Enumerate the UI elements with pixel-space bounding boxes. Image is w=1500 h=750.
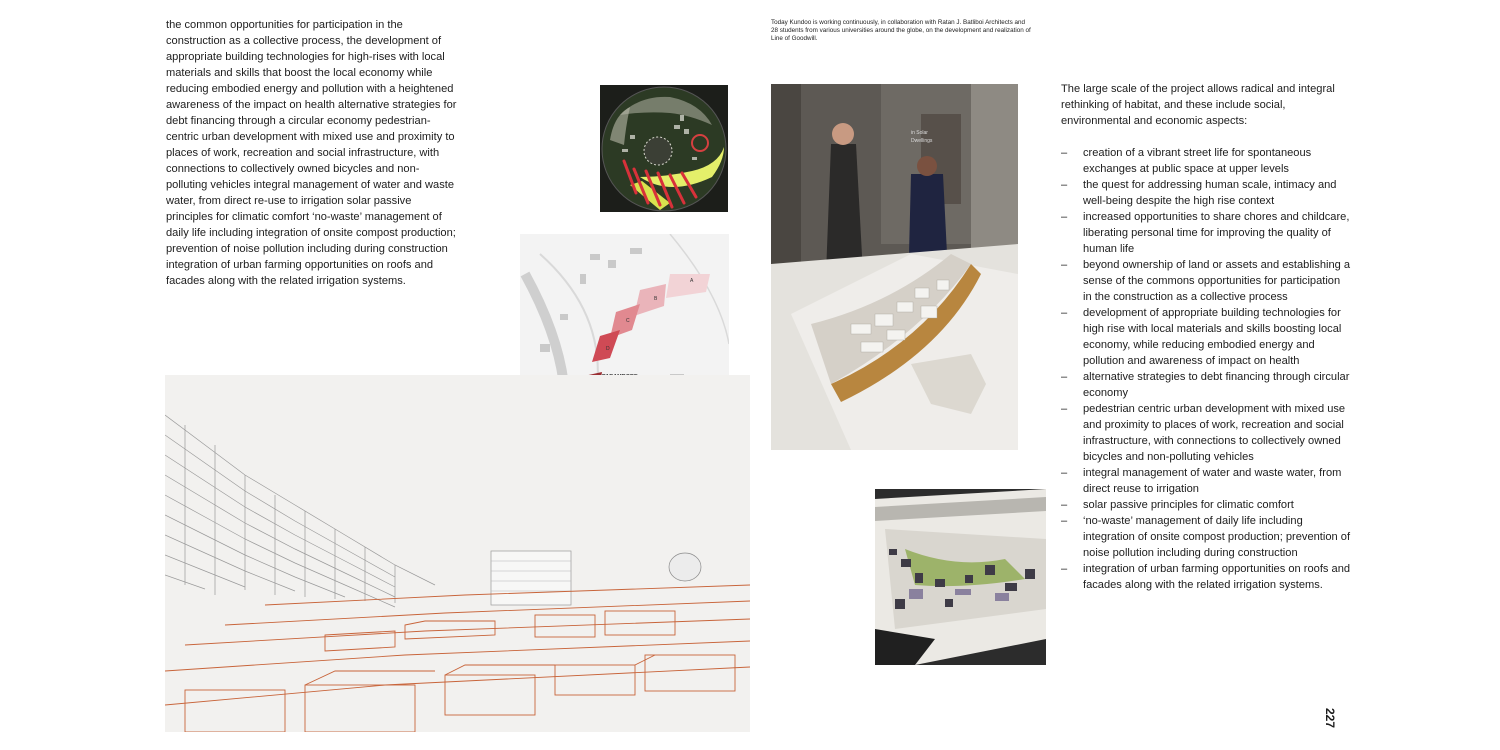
map-label-a: A <box>690 278 694 284</box>
aspects-list <box>1061 145 1351 593</box>
bullet-dash: – <box>1061 499 1068 511</box>
list-item-text: development of appropriate building technologies for high rise with local materials and skills boosting local economy, while reducing embodied energy and pollution and awareness of impact on health <box>1083 307 1342 367</box>
list-item-text: beyond ownership of land or assets and establishing a sense of the commons opportunities for participation in the construction as a collective process <box>1083 259 1351 303</box>
list-item <box>1061 513 1351 561</box>
site-model-photo <box>875 489 1046 665</box>
list-item <box>1061 209 1351 257</box>
map-label-b: B <box>654 296 658 302</box>
bullet-dash: – <box>1061 211 1068 223</box>
bullet-dash: – <box>1061 371 1068 383</box>
wall-text-2: Dwellings <box>911 138 933 144</box>
list-item-text: the quest for addressing human scale, intimacy and well-being despite the high rise context <box>1083 179 1337 207</box>
list-item-text: increased opportunities to share chores and childcare, liberating personal time for improving the quality of human life <box>1083 211 1350 255</box>
bullet-dash: – <box>1061 179 1068 191</box>
list-item-text: ‘no-waste’ management of daily life including integration of onsite compost production; prevention of noise pollution including during construction <box>1083 515 1351 559</box>
list-item-text: pedestrian centric urban development with mixed use and proximity to places of work, recreation and social infrastructure, with connections to collectively owned bicycles and non-polluting vehicles <box>1083 403 1346 463</box>
list-item <box>1061 305 1351 369</box>
bullet-dash: – <box>1061 403 1068 415</box>
list-item <box>1061 561 1351 593</box>
list-item <box>1061 369 1351 401</box>
bullet-dash: – <box>1061 467 1068 479</box>
list-item <box>1061 257 1351 305</box>
wall-text-1: in Solar <box>911 130 928 136</box>
perspective-sketch-image <box>165 375 750 732</box>
list-item-text: integration of urban farming opportunities on roofs and facades along with the related irrigation systems. <box>1083 563 1351 591</box>
list-item-text: solar passive principles for climatic comfort <box>1083 499 1294 511</box>
right-intro-paragraph: The large scale of the project allows radical and integral rethinking of habitat, and these include social, environmental and economic aspects: <box>1061 83 1335 127</box>
map-label-d: D <box>606 346 610 352</box>
list-item <box>1061 177 1351 209</box>
list-item-text: alternative strategies to debt financing through circular economy <box>1083 371 1350 399</box>
left-body-paragraph: the common opportunities for participation in the construction as a collective process, the development of appropriate building technologies for high-rises with local materials and skills that boost the local economy while reducing embodied energy and pollution with a heightened awareness of the impact on health alternative strategies for debt financing through a circular economy pedestrian-centric urban development with mixed use and proximity to places of work, recreation and social infrastructure, with connections to collectively owned bicycles and non-polluting vehicles integral management of water and waste water, from direct re-use to irrigation solar passive principles for climatic comfort ‘no-waste’ management of daily life including integration of onsite compost production; prevention of noise pollution including during construction integration of urban farming opportunities on roofs and facades along with the related irrigation systems. <box>166 19 457 287</box>
list-item <box>1061 497 1351 513</box>
list-item-text: creation of a vibrant street life for spontaneous exchanges at public space at upper levels <box>1083 147 1312 175</box>
model-review-photo <box>771 84 1018 450</box>
bullet-dash: – <box>1061 515 1068 527</box>
bullet-dash: – <box>1061 147 1068 159</box>
page-number: 227 <box>1323 707 1337 729</box>
list-item <box>1061 145 1351 177</box>
circular-site-plan-image <box>600 85 728 212</box>
list-item <box>1061 465 1351 497</box>
bullet-dash: – <box>1061 563 1068 575</box>
list-item <box>1061 401 1351 465</box>
bullet-dash: – <box>1061 259 1068 271</box>
bullet-dash: – <box>1061 307 1068 319</box>
map-label-c: C <box>626 318 630 324</box>
list-item-text: integral management of water and waste water, from direct reuse to irrigation <box>1083 467 1342 495</box>
photo-caption: Today Kundoo is working continuously, in collaboration with Ratan J. Batliboi Architects and 28 students from various universities around the globe, on the development and realization of Line of Goodwill. <box>771 19 1031 42</box>
